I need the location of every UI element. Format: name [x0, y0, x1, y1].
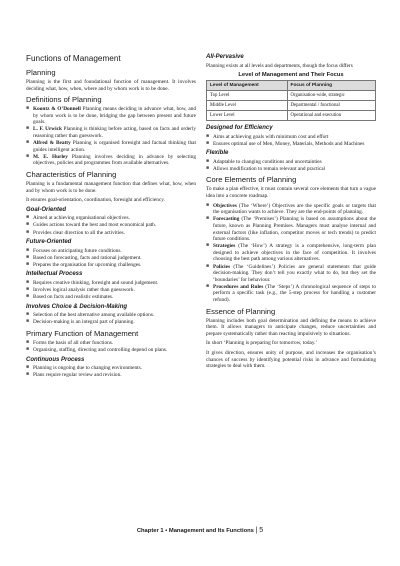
pervasive-heading: All-Pervasive — [206, 54, 244, 60]
bullet-icon: ■ — [26, 222, 30, 228]
bullet-icon: ■ — [26, 261, 30, 267]
table-cell: Departmental / functional — [287, 101, 375, 111]
characteristics-heading: Characteristics of Planning — [26, 170, 117, 180]
list-item: ■ Adaptable to changing conditions and uncertainties — [206, 158, 322, 165]
pervasive-text: Planning exists at all levels and departments, though the focus differs — [206, 62, 353, 69]
efficiency-heading: Designed for Efficiency — [206, 125, 273, 132]
definition-item: ■ Alfred & Beatty Planning is organised foresight and factual thinking that guides intelligent action. — [26, 140, 196, 153]
characteristics-para: It ensures goal-orientation, coordination, foresight and efficiency. — [26, 197, 165, 204]
bullet-icon: ■ — [26, 126, 30, 132]
list-item: ■ Based on facts and realistic estimates. — [26, 294, 114, 301]
characteristics-para: Planning is a fundamental management function that defines what, how, when and by whom work is to be done. — [26, 181, 196, 194]
table-cell: Middle Level — [207, 101, 288, 111]
continuous-list — [26, 365, 196, 379]
bullet-icon: ■ — [26, 254, 30, 260]
list-item: ■ Involves logical analysis rather than guesswork. — [26, 286, 135, 293]
list-item: ■ Plans require regular review and revision. — [26, 372, 122, 379]
left-column — [26, 54, 196, 382]
bullet-icon: ■ — [26, 106, 30, 112]
efficiency-list — [206, 134, 376, 148]
intellectual-list — [26, 280, 196, 301]
goal-oriented-heading: Goal-Oriented — [26, 206, 67, 213]
footer-chapter: Chapter 1 — [136, 528, 164, 534]
table-header-cell: Focus of Planning — [287, 81, 375, 91]
definition-item: ■ L. F. Urwick Planning is thinking before acting, based on facts and orderly reasoning rather than guesswork. — [26, 126, 196, 140]
intellectual-heading: Intellectual Process — [26, 271, 83, 278]
definition-item: ■ M. E. Hurley Planning involves deciding in advance by selecting objectives, policies and programmes from available alternatives. — [26, 153, 196, 167]
bullet-icon: ■ — [206, 283, 210, 289]
page-title: Functions of Management — [26, 54, 121, 63]
bullet-icon: ■ — [26, 372, 30, 378]
core-element-item: ■ Strategies (The ‘How’) A strategy is a comprehensive, long-term plan designed to achieve objectives in the face of competition. It involves choosing the best path among various alternatives. — [206, 243, 376, 263]
table-caption: Level of Management and Their Focus — [238, 72, 344, 79]
list-item: ■ Provides clear direction to all the activities. — [26, 229, 125, 236]
bullet-icon: ■ — [206, 140, 210, 146]
bullet-icon: ■ — [26, 153, 30, 159]
table-row — [207, 111, 376, 121]
list-item: ■ Requires creative thinking, foresight and sound judgement. — [26, 279, 159, 286]
goal-oriented-list — [26, 215, 196, 236]
table-cell: Top Level — [207, 91, 288, 101]
future-oriented-heading: Future-Oriented — [26, 239, 72, 246]
continuous-heading: Continuous Process — [26, 356, 85, 363]
bullet-icon: ■ — [206, 165, 210, 171]
core-element-item: ■ Policies (The ‘Guidelines’) Policies are general statements that guide decision-making. They don’t tell you exactly what to do, but they set the ‘boundaries’ for behaviour. — [206, 263, 376, 283]
list-item: ■ Forms the basis of all other functions. — [26, 339, 114, 346]
future-oriented-list — [26, 248, 196, 269]
footer-title: Management and Its Functions — [168, 528, 254, 534]
flexible-heading: Flexible — [206, 150, 229, 157]
definitions-heading: Definitions of Planning — [26, 95, 102, 105]
list-item: ■ Decision-making is an integral part of planning. — [26, 319, 135, 326]
bullet-icon: ■ — [206, 133, 210, 139]
bullet-icon: ■ — [26, 247, 30, 253]
bullet-icon: ■ — [206, 216, 210, 222]
table-row — [207, 101, 376, 111]
bullet-icon: ■ — [26, 339, 30, 345]
definitions-list — [26, 106, 196, 167]
bullet-icon: ■ — [26, 229, 30, 235]
bullet-icon: ■ — [26, 140, 30, 146]
footer-separator: • — [165, 528, 168, 534]
list-item: ■ Planning is ongoing due to changing environments. — [26, 365, 143, 372]
bullet-icon: ■ — [26, 286, 30, 292]
bullet-icon: ■ — [26, 215, 30, 221]
table-cell: Lower Level — [207, 111, 288, 121]
list-item: ■ Focuses on anticipating future conditions. — [26, 247, 122, 254]
list-item: ■ Selection of the best alternative among available options. — [26, 312, 155, 319]
definition-item: ■ Koontz & O’Donnell Planning means deciding in advance what, how, and by whom work is to be done, bridging the gap between present and future goals. — [26, 106, 196, 126]
bullet-icon: ■ — [206, 243, 210, 249]
table-cell: Operational and execution — [287, 111, 375, 121]
bullet-icon: ■ — [206, 158, 210, 164]
primary-function-list — [26, 340, 196, 354]
bullet-icon: ■ — [26, 294, 30, 300]
core-element-item: ■ Objectives (The ‘Where’) Objectives are the specific goals or targets that the organisation wants to achieve. They are the end-points of planning. — [206, 202, 376, 216]
list-item: ■ Aimed at achieving organisational objectives. — [26, 215, 130, 222]
core-elements-intro: To make a plan effective, it must contain several core elements that turn a vague idea into a concrete roadmap. — [206, 186, 376, 200]
core-elements-heading: Core Elements of Planning — [206, 175, 297, 185]
management-levels-table — [206, 80, 376, 121]
bullet-icon: ■ — [26, 312, 30, 318]
right-column — [206, 54, 376, 373]
table-cell: Organisation-wide, strategic — [287, 91, 375, 101]
list-item: ■ Aims at achieving goals with minimum cost and effort — [206, 133, 329, 140]
essence-para: Planning includes both goal determination and defining the means to achieve them. It allows managers to anticipate changes, reduce uncertainties and prepare systematically rather than reacting impulsively to situations. — [206, 317, 376, 337]
planning-intro: Planning is the first and foundational function of management. It involves deciding what, how, when, where and by whom work is to be done. — [26, 79, 196, 92]
table-header-row — [207, 81, 376, 91]
list-item: ■ Organising, staffing, directing and controlling depend on plans. — [26, 346, 168, 353]
essence-para: In short ‘Planning is preparing for tomorrow, today.’ — [206, 340, 318, 347]
list-item: ■ Guides actions toward the best and most economical path. — [26, 222, 157, 229]
list-item: ■ Based on forecasting, facts and rational judgement. — [26, 254, 142, 261]
bullet-icon: ■ — [26, 319, 30, 325]
primary-function-heading: Primary Function of Management — [26, 328, 139, 338]
bullet-icon: ■ — [206, 202, 210, 208]
core-element-item: ■ Procedures and Rules (The ‘Steps’) A chronological sequence of steps to perform a specific task (e.g., the 5-step process for handling a customer refund). — [206, 283, 376, 303]
flexible-list — [206, 159, 376, 173]
page-number: | 5 — [255, 527, 264, 534]
core-elements-list — [206, 203, 376, 304]
bullet-icon: ■ — [26, 346, 30, 352]
page-footer — [0, 527, 400, 534]
list-item: ■ Ensures optimal use of Men, Money, Materials, Methods and Machines — [206, 140, 365, 147]
bullet-icon: ■ — [26, 365, 30, 371]
bullet-icon: ■ — [206, 263, 210, 269]
list-item: ■ Allows modification to remain relevant and practical — [206, 165, 326, 172]
table-row — [207, 91, 376, 101]
planning-heading: Planning — [26, 68, 56, 77]
choice-list — [26, 312, 196, 326]
essence-heading: Essence of Planning — [206, 306, 276, 316]
choice-heading: Involves Choice & Decision-Making — [26, 303, 128, 310]
table-header-cell: Level of Management — [207, 81, 288, 91]
list-item: ■ Prepares the organisation for upcoming challenges. — [26, 261, 142, 268]
bullet-icon: ■ — [26, 279, 30, 285]
essence-para: It gives direction, ensures unity of purpose, and increases the organisation’s chances of success by identifying potential risks in advance and formulating strategies to deal with them. — [206, 349, 376, 370]
core-element-item: ■ Forecasting (The ‘Premises’) Planning is based on assumptions about the future, known as Planning Premises. Managers must analyse internal and external factors (like inflation, competitor moves or tech trends) to predict future conditions. — [206, 216, 376, 243]
